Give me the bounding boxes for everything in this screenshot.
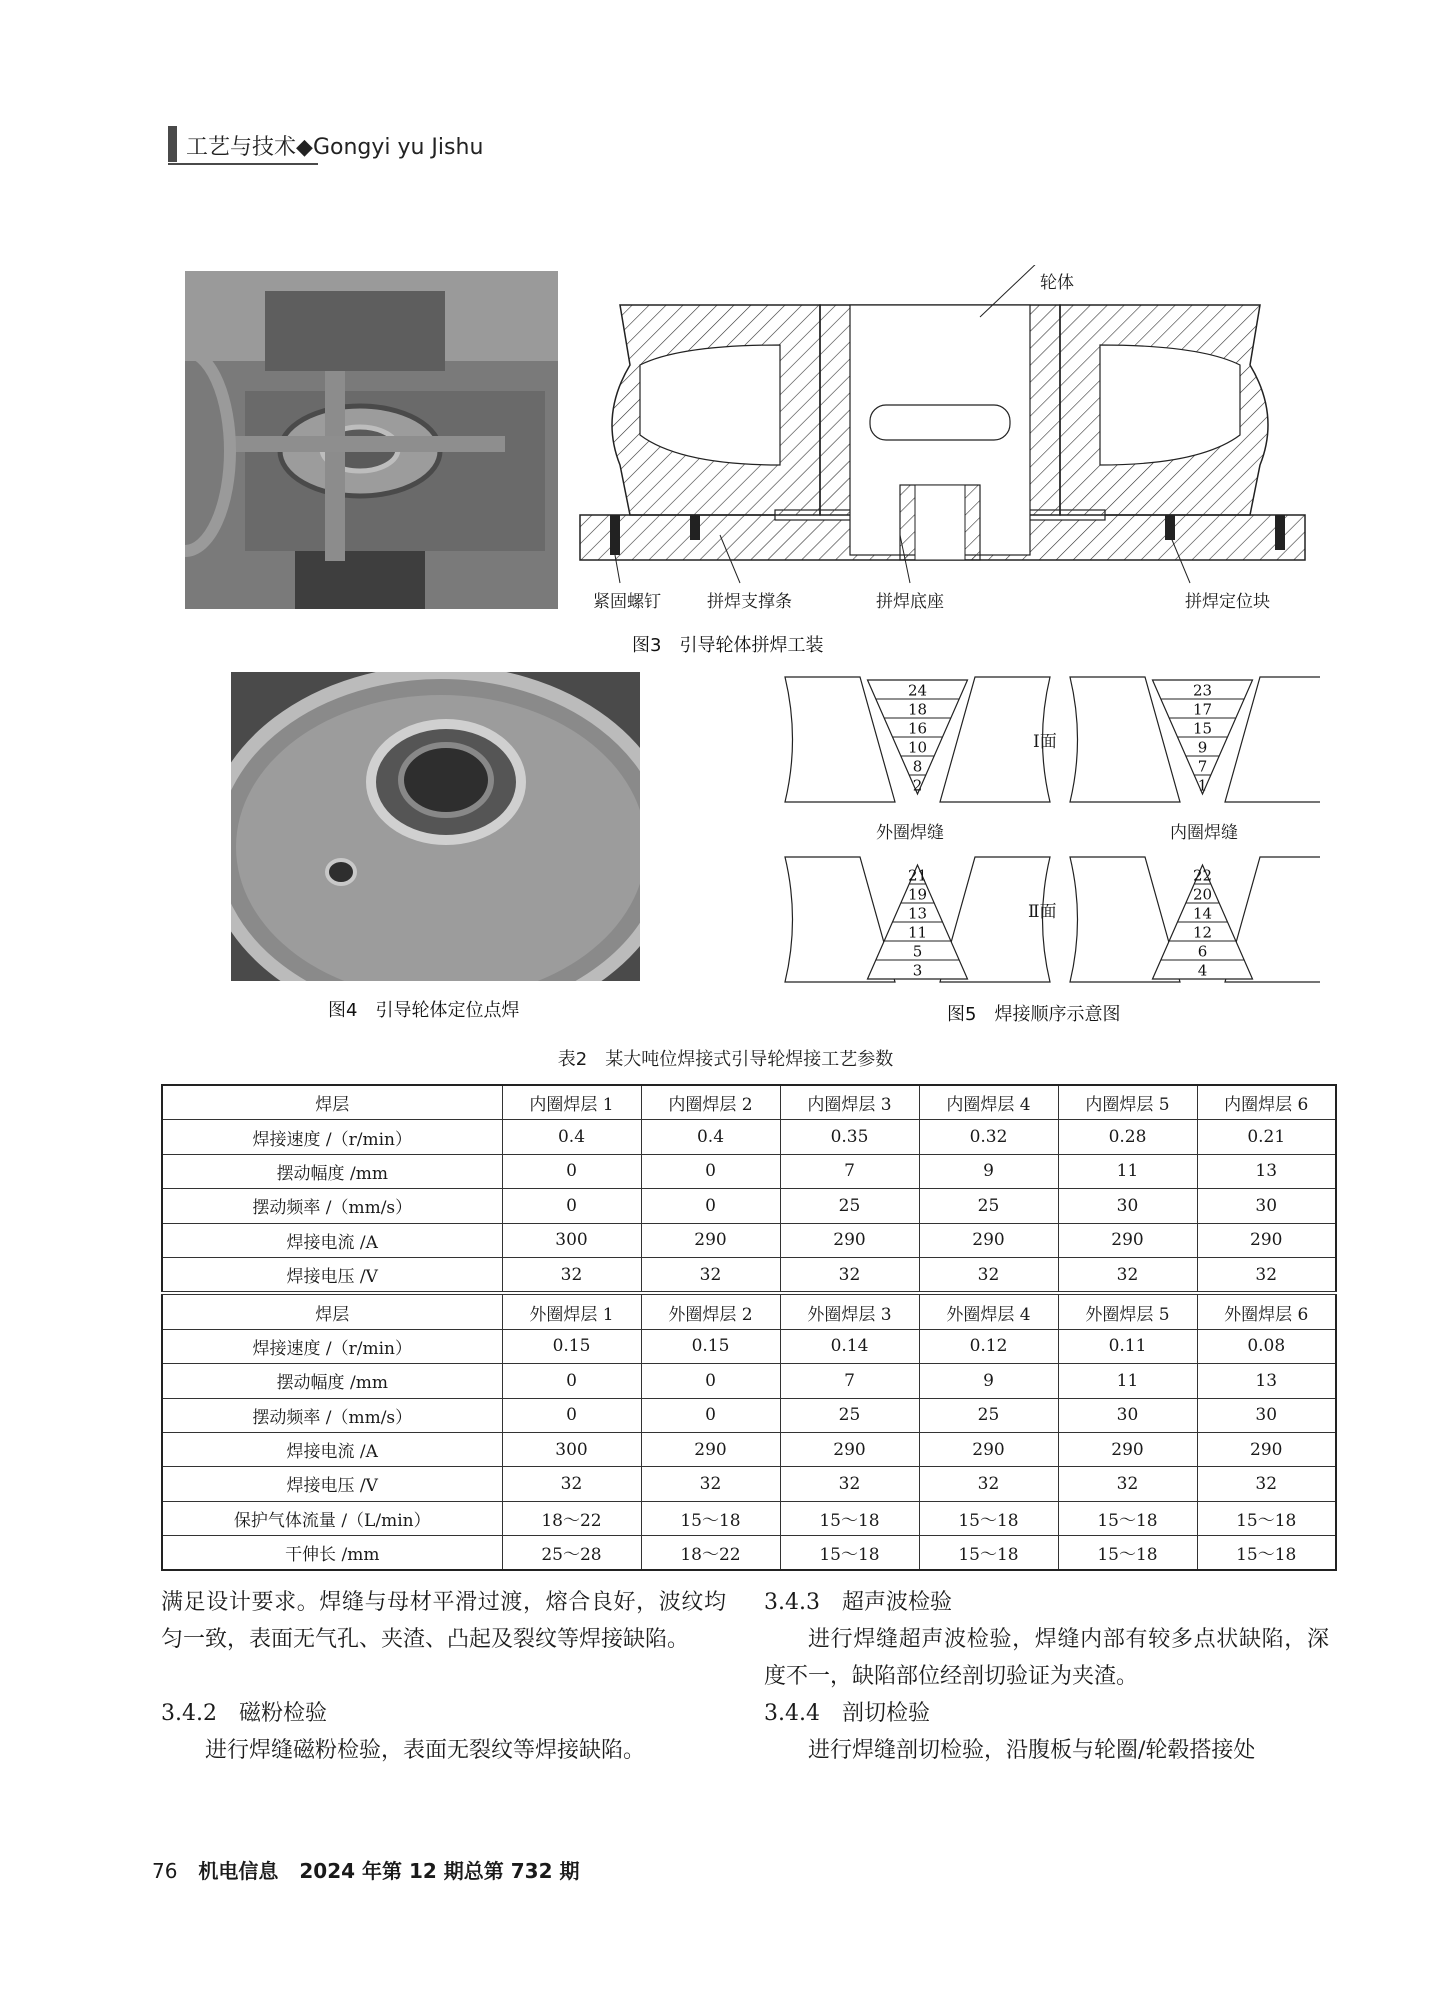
fig3-caption: 图3 引导轮体拼焊工装 xyxy=(632,635,824,656)
table-row xyxy=(162,1364,1336,1398)
table-cell: 0 xyxy=(502,1398,641,1432)
fig5-inner-face2-layer-label: 12 xyxy=(1192,923,1213,942)
table-cell: 15～18 xyxy=(780,1501,919,1535)
fig5-outer-label: 外圈焊缝 xyxy=(876,823,944,843)
table-cell: 30 xyxy=(1058,1189,1197,1223)
page-number: 76 xyxy=(152,1859,178,1883)
fig5-outer-face1-layer-label: 24 xyxy=(907,681,928,700)
table-row xyxy=(162,1223,1336,1257)
fig5-caption: 图5 焊接顺序示意图 xyxy=(947,1004,1121,1025)
table-cell: 13 xyxy=(1197,1154,1336,1188)
table-cell: 32 xyxy=(919,1257,1058,1293)
table-cell: 32 xyxy=(1058,1467,1197,1501)
table-cell: 32 xyxy=(502,1257,641,1293)
table-cell: 9 xyxy=(919,1154,1058,1188)
fig5-inner-face1-layer-label: 1 xyxy=(1197,776,1208,795)
table-cell: 32 xyxy=(919,1467,1058,1501)
table-cell: 13 xyxy=(1197,1364,1336,1398)
fig5-inner-face2-layer-label: 22 xyxy=(1192,866,1213,885)
table-cell: 0.12 xyxy=(919,1329,1058,1363)
journal-name: 机电信息 xyxy=(198,1859,279,1883)
table-cell: 0 xyxy=(502,1364,641,1398)
right-para-1: 进行焊缝超声波检验，焊缝内部有较多点状缺陷，深度不一，缺陷部位经剖切验证为夹渣。 xyxy=(764,1627,1329,1689)
table-cell: 0.15 xyxy=(502,1329,641,1363)
fig5-outer-face2-layer-label: 21 xyxy=(907,866,928,885)
table-row xyxy=(162,1432,1336,1466)
table-cell: 30 xyxy=(1197,1398,1336,1432)
row-header-cell: 摆动幅度 /mm xyxy=(162,1364,502,1398)
table-cell: 32 xyxy=(1197,1467,1336,1501)
fig5-outer-face1-layer-label: 10 xyxy=(907,738,928,757)
table-cell: 9 xyxy=(919,1364,1058,1398)
table-cell: 15～18 xyxy=(641,1501,780,1535)
table-cell: 290 xyxy=(780,1432,919,1466)
fig5-outer-face2-layer-label: 13 xyxy=(907,904,928,923)
table-cell: 15～18 xyxy=(780,1536,919,1571)
table-cell: 0 xyxy=(641,1398,780,1432)
fig4-caption: 图4 引导轮体定位点焊 xyxy=(328,1000,520,1021)
header-section: 工艺与技术 xyxy=(186,135,297,160)
fig3-drawing xyxy=(570,265,1310,615)
table-cell: 0 xyxy=(502,1189,641,1223)
table-cell: 0.32 xyxy=(919,1120,1058,1154)
fig5-outer-face1-layer-label: 2 xyxy=(912,776,923,795)
left-para-1: 满足设计要求。焊缝与母材平滑过渡，熔合良好，波纹均匀一致，表面无气孔、夹渣、凸起及裂纹等焊接缺陷。 xyxy=(161,1590,726,1652)
fig3-label-block: 拼焊定位块 xyxy=(1185,592,1270,612)
table-cell: 外圈焊层 2 xyxy=(641,1293,780,1329)
row-header-cell: 摆动频率 /（mm/s） xyxy=(162,1398,502,1432)
header-bar xyxy=(168,126,177,162)
table-cell: 内圈焊层 4 xyxy=(919,1085,1058,1120)
fig3-drawing-svg xyxy=(570,265,1310,615)
table-cell: 290 xyxy=(919,1223,1058,1257)
fig4-photo-art xyxy=(231,672,640,981)
row-header-cell: 保护气体流量 /（L/min） xyxy=(162,1501,502,1535)
fig5-inner-face2-layer-label: 20 xyxy=(1192,885,1213,904)
table-cell: 32 xyxy=(1058,1257,1197,1293)
table-cell: 15～18 xyxy=(919,1536,1058,1571)
table-cell: 0.35 xyxy=(780,1120,919,1154)
left-para-2: 进行焊缝磁粉检验，表面无裂纹等焊接缺陷。 xyxy=(205,1738,646,1763)
fig5-outer-face2-layer-label: 11 xyxy=(907,923,928,942)
table-cell: 32 xyxy=(502,1467,641,1501)
row-header-cell: 焊接电流 /A xyxy=(162,1223,502,1257)
table-cell: 11 xyxy=(1058,1154,1197,1188)
table-cell: 0.15 xyxy=(641,1329,780,1363)
table-cell: 290 xyxy=(1197,1223,1336,1257)
fig5-outer-face2-layer-label: 3 xyxy=(912,961,923,980)
fig3-label-base: 拼焊底座 xyxy=(876,592,944,612)
fig4-photo xyxy=(231,672,640,981)
row-header-cell: 焊接电压 /V xyxy=(162,1257,502,1293)
table-cell: 7 xyxy=(780,1364,919,1398)
fig5-face1: Ⅰ面 xyxy=(1033,732,1057,752)
table-cell: 0.11 xyxy=(1058,1329,1197,1363)
table-cell: 内圈焊层 5 xyxy=(1058,1085,1197,1120)
table-row xyxy=(162,1293,1336,1329)
table-cell: 30 xyxy=(1058,1398,1197,1432)
table-row xyxy=(162,1467,1336,1501)
fig5-inner-label: 内圈焊缝 xyxy=(1170,823,1238,843)
table-cell: 25 xyxy=(919,1189,1058,1223)
table-cell: 25 xyxy=(780,1398,919,1432)
fig5-diagram xyxy=(775,672,1320,992)
fig5-outer-face2-layer-label: 19 xyxy=(907,885,928,904)
table-cell: 290 xyxy=(780,1223,919,1257)
table-cell: 外圈焊层 5 xyxy=(1058,1293,1197,1329)
fig5-inner-face2-layer-label: 14 xyxy=(1192,904,1213,923)
fig3-label-strip: 拼焊支撑条 xyxy=(707,592,792,612)
table-cell: 0.4 xyxy=(502,1120,641,1154)
table-cell: 15～18 xyxy=(1197,1501,1336,1535)
table-cell: 32 xyxy=(780,1257,919,1293)
table-cell: 300 xyxy=(502,1432,641,1466)
right-heading-344: 3.4.4 剖切检验 xyxy=(764,1701,930,1726)
fig5-outer-face1-layer-label: 18 xyxy=(907,700,928,719)
table-cell: 内圈焊层 2 xyxy=(641,1085,780,1120)
table-cell: 290 xyxy=(1197,1432,1336,1466)
table-cell: 内圈焊层 6 xyxy=(1197,1085,1336,1120)
table-cell: 内圈焊层 3 xyxy=(780,1085,919,1120)
fig5-outer-face1-layer-label: 8 xyxy=(912,757,923,776)
table-cell: 32 xyxy=(641,1257,780,1293)
table2 xyxy=(161,1084,1337,1571)
table-cell: 0.28 xyxy=(1058,1120,1197,1154)
table-cell: 25 xyxy=(780,1189,919,1223)
fig5-inner-face1-layer-label: 15 xyxy=(1192,719,1213,738)
table-cell: 内圈焊层 1 xyxy=(502,1085,641,1120)
fig3-label-body: 轮体 xyxy=(1040,273,1074,293)
row-header-cell: 焊接电流 /A xyxy=(162,1432,502,1466)
table-row xyxy=(162,1398,1336,1432)
table-row xyxy=(162,1257,1336,1293)
page-footer xyxy=(152,1855,579,1884)
left-heading-342: 3.4.2 磁粉检验 xyxy=(161,1701,327,1726)
fig5-inner-face2-layer-label: 4 xyxy=(1197,961,1208,980)
header-pinyin: Gongyi yu Jishu xyxy=(312,135,484,160)
table-cell: 32 xyxy=(641,1467,780,1501)
table-row xyxy=(162,1329,1336,1363)
table-cell: 15～18 xyxy=(1058,1536,1197,1571)
table-row xyxy=(162,1085,1336,1120)
table-cell: 外圈焊层 3 xyxy=(780,1293,919,1329)
table-cell: 0 xyxy=(641,1154,780,1188)
fig5-outer-face2-layer-label: 5 xyxy=(912,942,923,961)
fig5-inner-face2-layer-label: 6 xyxy=(1197,942,1208,961)
table-row xyxy=(162,1501,1336,1535)
table-cell: 0.21 xyxy=(1197,1120,1336,1154)
row-header-cell: 焊层 xyxy=(162,1085,502,1120)
table-cell: 32 xyxy=(780,1467,919,1501)
table-cell: 0 xyxy=(641,1189,780,1223)
table-cell: 0 xyxy=(641,1364,780,1398)
row-header-cell: 摆动幅度 /mm xyxy=(162,1154,502,1188)
table-row xyxy=(162,1154,1336,1188)
header-rule xyxy=(168,163,318,165)
fig5-inner-face1-layer-label: 9 xyxy=(1197,738,1208,757)
table-cell: 290 xyxy=(919,1432,1058,1466)
table-cell: 11 xyxy=(1058,1364,1197,1398)
fig5-face2: Ⅱ面 xyxy=(1028,902,1057,922)
table-cell: 外圈焊层 6 xyxy=(1197,1293,1336,1329)
table-row xyxy=(162,1189,1336,1223)
table2-title: 表2 某大吨位焊接式引导轮焊接工艺参数 xyxy=(557,1049,894,1070)
table-cell: 0 xyxy=(502,1154,641,1188)
fig3-photo-art xyxy=(185,271,558,609)
table-cell: 300 xyxy=(502,1223,641,1257)
table-cell: 18～22 xyxy=(641,1536,780,1571)
row-header-cell: 焊接电压 /V xyxy=(162,1467,502,1501)
table-cell: 0.4 xyxy=(641,1120,780,1154)
table-row xyxy=(162,1536,1336,1571)
table-cell: 290 xyxy=(641,1432,780,1466)
fig5-outer-face1-layer-label: 16 xyxy=(907,719,928,738)
table-cell: 18～22 xyxy=(502,1501,641,1535)
row-header-cell: 干伸长 /mm xyxy=(162,1536,502,1571)
right-heading-343: 3.4.3 超声波检验 xyxy=(764,1590,952,1615)
table-cell: 15～18 xyxy=(919,1501,1058,1535)
header-diamond: ◆ xyxy=(296,135,313,160)
table-cell: 290 xyxy=(641,1223,780,1257)
running-header xyxy=(186,130,483,161)
fig3-label-screw: 紧固螺钉 xyxy=(593,592,661,612)
row-header-cell: 摆动频率 /（mm/s） xyxy=(162,1189,502,1223)
table-cell: 外圈焊层 4 xyxy=(919,1293,1058,1329)
table-cell: 25 xyxy=(919,1398,1058,1432)
fig3-photo xyxy=(185,271,558,609)
table-cell: 0.14 xyxy=(780,1329,919,1363)
table-cell: 0.08 xyxy=(1197,1329,1336,1363)
table-cell: 290 xyxy=(1058,1223,1197,1257)
fig5-inner-face1-layer-label: 23 xyxy=(1192,681,1213,700)
table-cell: 30 xyxy=(1197,1189,1336,1223)
row-header-cell: 焊接速度 /（r/min） xyxy=(162,1120,502,1154)
table-row xyxy=(162,1120,1336,1154)
fig5-inner-face1-layer-label: 17 xyxy=(1192,700,1213,719)
table-cell: 15～18 xyxy=(1058,1501,1197,1535)
right-para-2: 进行焊缝剖切检验，沿腹板与轮圈/轮毂搭接处 xyxy=(808,1738,1256,1763)
table-cell: 外圈焊层 1 xyxy=(502,1293,641,1329)
table-cell: 32 xyxy=(1197,1257,1336,1293)
row-header-cell: 焊层 xyxy=(162,1293,502,1329)
table-cell: 25～28 xyxy=(502,1536,641,1571)
table-cell: 290 xyxy=(1058,1432,1197,1466)
fig5-inner-face1-layer-label: 7 xyxy=(1197,757,1208,776)
row-header-cell: 焊接速度 /（r/min） xyxy=(162,1329,502,1363)
table-cell: 7 xyxy=(780,1154,919,1188)
fig5-svg xyxy=(775,672,1320,992)
issue-info: 2024 年第 12 期总第 732 期 xyxy=(299,1859,580,1883)
table-cell: 15～18 xyxy=(1197,1536,1336,1571)
